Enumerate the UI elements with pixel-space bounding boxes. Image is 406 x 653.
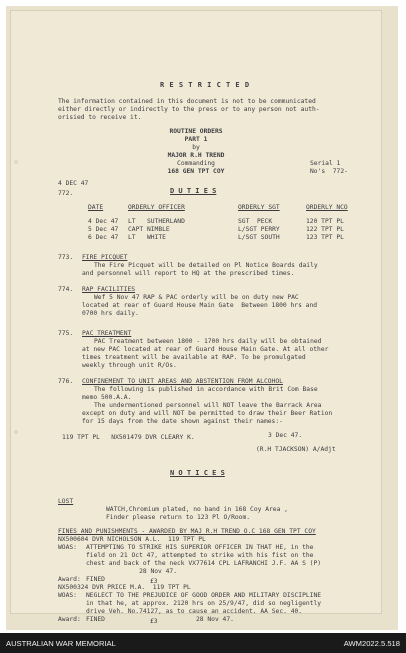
notices-heading: N O T I C E S xyxy=(170,469,225,477)
notice-line: either directly or indirectly to the press or to any person not auth- xyxy=(58,106,320,113)
item-body-line: for 15 days from the date shown against their names:- xyxy=(82,418,283,425)
lost-label: LOST xyxy=(58,498,74,505)
order-date: 4 DEC 47 xyxy=(58,180,89,187)
lost-line: Finder please return to 123 Pl O/Room. xyxy=(106,514,251,521)
fines-heading: FINES AND PUNISHMENTS - AWARDED BY MAJ R.H TREND O.C 168 GEN TPT COY xyxy=(58,528,316,535)
item-body-line: located at rear of Guard House Main Gate Between 1800 hrs and xyxy=(82,302,318,309)
col-header-sgt: ORDERLY SGT xyxy=(238,204,280,211)
orders-numbers: No's 772- xyxy=(310,168,348,175)
charge-line: drive Veh. No.74127, as to cause an accident. AA Sec. 40. xyxy=(86,608,303,615)
charge-line: ATTEMPTING TO STRIKE HIS SUPERIOR OFFICER IN THAT HE, in the xyxy=(86,544,314,551)
award-value: FINED xyxy=(86,616,105,623)
item-number: 776. xyxy=(58,378,74,385)
item-body-line: PAC Treatment between 1800 - 1700 hrs daily will be obtained xyxy=(94,338,322,345)
commanding-label: Commanding xyxy=(177,160,215,167)
confinement-entry: 119 TPT PL NX501479 DVR CLEARY K. xyxy=(62,434,195,441)
cell-sgt: L/SGT PERRY xyxy=(238,226,280,233)
part-label: PART 1 xyxy=(184,136,208,143)
cell-date: 6 Dec 47 xyxy=(88,234,119,241)
cell-nco: 122 TPT PL xyxy=(306,226,344,233)
item-body-line: weekly through unit R/Os. xyxy=(82,362,177,369)
notice-line: The information contained in this document is not to be communicated xyxy=(58,98,316,105)
archive-name: AUSTRALIAN WAR MEMORIAL xyxy=(6,639,116,648)
item-body-line: except on duty and will NOT be permitted to draw their Beer Ration xyxy=(82,410,333,417)
punch-hole xyxy=(14,430,18,434)
col-header-nco: ORDERLY NCO xyxy=(306,204,348,211)
accession-number: AWM2022.5.518 xyxy=(343,639,400,648)
charge-line: field on 21 Oct 47, attempted to strike with his fist on the xyxy=(86,552,314,559)
item-body-line: The Fire Picquet will be detailed on Pl Notice Boards daily xyxy=(94,262,318,269)
item-number: 772. xyxy=(58,190,74,197)
cell-sgt: L/SGT SOUTH xyxy=(238,234,280,241)
duties-heading: D U T I E S xyxy=(170,187,217,195)
unit-name: 168 GEN TPT COY xyxy=(167,168,225,175)
restricted-heading: R E S T R I C T E D xyxy=(160,81,250,89)
notice-line: orisied to receive it. xyxy=(58,114,142,121)
punch-hole xyxy=(14,160,18,164)
charge-label: WOAS: xyxy=(58,592,77,599)
cell-officer: CAPT NIMBLE xyxy=(128,226,170,233)
award-label: Award: xyxy=(58,576,81,583)
charge-label: WOAS: xyxy=(58,544,77,551)
item-body-line: Wef 5 Nov 47 RAP & PAC orderly will be on duty new PAC xyxy=(94,294,299,301)
item-body-line: 0700 hrs daily. xyxy=(82,310,139,317)
document-page xyxy=(10,10,382,625)
award-amount: £3 xyxy=(150,618,158,625)
adjutant-signature: (R.H TJACKSON) A/Adjt xyxy=(256,446,336,453)
award-amount: £3 xyxy=(150,578,158,585)
award-label: Award: xyxy=(58,616,81,623)
cell-officer: LT WHITE xyxy=(128,234,166,241)
item-body-line: memo 500.A.A. xyxy=(82,394,132,401)
by-label: by xyxy=(192,144,200,151)
lost-line: WATCH,Chromium plated, no band in 168 Coy Area , xyxy=(106,506,288,513)
charge-line: in that he, at approx. 2120 hrs on 25/9/47, did so negligently xyxy=(86,600,322,607)
cell-officer: LT SUTHERLAND xyxy=(128,218,185,225)
item-number: 773. xyxy=(58,254,74,261)
item-heading: RAP FACILITIES xyxy=(82,286,136,293)
award-value: FINED xyxy=(86,576,105,583)
case-id: NX500324 DVR PRICE M.A. 119 TPT PL xyxy=(58,584,191,591)
serial-label: Serial 1 xyxy=(310,160,341,167)
item-heading: FIRE PICQUET xyxy=(82,254,128,261)
col-header-officer: ORDERLY OFFICER xyxy=(128,204,185,211)
item-heading: CONFINEMENT TO UNIT AREAS AND ABSTENTION FROM ALCOHOL xyxy=(82,378,283,385)
item-number: 775. xyxy=(58,330,74,337)
confinement-date: 3 Dec 47. xyxy=(268,432,303,439)
award-date: 28 Nov 47. xyxy=(196,616,234,623)
charge-line: NEGLECT TO THE PREJUDICE OF GOOD ORDER AND MILITARY DISCIPLINE xyxy=(86,592,322,599)
cell-date: 4 Dec 47 xyxy=(88,218,119,225)
routine-orders-title: ROUTINE ORDERS xyxy=(169,128,223,135)
item-number: 774. xyxy=(58,286,74,293)
cell-date: 5 Dec 47 xyxy=(88,226,119,233)
cell-sgt: SGT PECK xyxy=(238,218,273,225)
charge-line: chest and back of the neck VX77614 CPL LAFRANCHI J.F. AA S (P) xyxy=(86,560,322,567)
item-body-line: The undermentioned personnel will NOT leave the Barrack Area xyxy=(94,402,322,409)
charge-line: 28 Nov 47. xyxy=(86,568,177,575)
commander-name: MAJOR R.H TREND xyxy=(167,152,225,159)
item-body-line: The following is published in accordance with Brit Com Base xyxy=(94,386,318,393)
caption-bar xyxy=(0,633,406,653)
case-id: NX500604 DVR NICHOLSON A.L. 119 TPT PL xyxy=(58,536,206,543)
item-body-line: at new PAC located at rear of Guard House Main Gate. At all other xyxy=(82,346,329,353)
col-header-date: DATE xyxy=(88,204,104,211)
item-body-line: and personnel will report to HQ at the prescribed times. xyxy=(82,270,295,277)
cell-nco: 120 TPT PL xyxy=(306,218,344,225)
cell-nco: 123 TPT PL xyxy=(306,234,344,241)
item-heading: PAC TREATMENT xyxy=(82,330,132,337)
item-body-line: times treatment will be available at RAP. To be promulgated xyxy=(82,354,306,361)
